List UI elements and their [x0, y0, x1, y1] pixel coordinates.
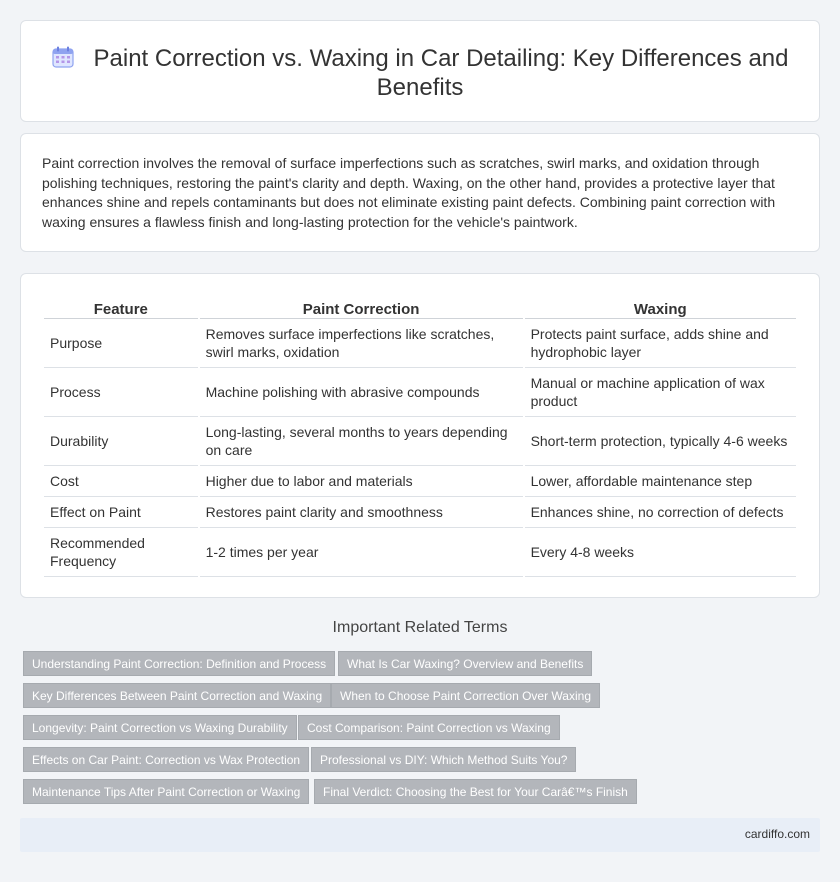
title-card [20, 20, 820, 122]
header-waxing: Waxing [525, 296, 796, 319]
table-cell: Protects paint surface, adds shine and hydrophobic layer [525, 319, 796, 368]
related-terms-heading: Important Related Terms [332, 619, 508, 636]
table-cell: Every 4-8 weeks [525, 528, 796, 577]
intro-card [20, 133, 820, 252]
page-title: Paint Correction vs. Waxing in Car Detailing: Key Differences and Benefits [93, 45, 789, 101]
table-cell: Manual or machine application of wax product [525, 368, 796, 417]
table-row [44, 466, 796, 497]
table-cell: Effect on Paint [44, 497, 198, 528]
table-cell: Higher due to labor and materials [200, 466, 523, 497]
table-header-row [44, 296, 796, 319]
footer [20, 818, 820, 852]
table-row [44, 368, 796, 417]
related-term-tag[interactable]: What Is Car Waxing? Overview and Benefits [338, 651, 592, 676]
intro-paragraph: Paint correction involves the removal of surface imperfections such as scratches, swirl marks, and oxidation through polishing techniques, restoring the paint's clarity and depth. Waxing, on the other hand, provides a protective layer that enhances shine and repels contaminants but does not eliminate existing paint defects. Combining paint correction with waxing ensures a flawless finish and long-lasting protection for the vehicle's paintwork. [42, 155, 776, 230]
related-term-tag[interactable]: Key Differences Between Paint Correction and Waxing [23, 683, 331, 708]
related-term-tag[interactable]: Maintenance Tips After Paint Correction or Waxing [23, 779, 309, 804]
related-term-tag[interactable]: Effects on Car Paint: Correction vs Wax Protection [23, 747, 309, 772]
footer-site-link[interactable]: cardiffo.com [744, 827, 810, 841]
table-cell: Purpose [44, 319, 198, 368]
comparison-table [42, 296, 798, 577]
table-cell: Durability [44, 417, 198, 466]
table-cell: Cost [44, 466, 198, 497]
table-row [44, 417, 796, 466]
table-cell: Long-lasting, several months to years depending on care [200, 417, 523, 466]
table-cell: Machine polishing with abrasive compounds [200, 368, 523, 417]
table-row [44, 319, 796, 368]
related-term-tag[interactable]: Understanding Paint Correction: Definition and Process [23, 651, 335, 676]
related-term-tag[interactable]: Cost Comparison: Paint Correction vs Waxing [298, 715, 560, 740]
calendar-icon [52, 46, 74, 68]
table-row [44, 497, 796, 528]
table-cell: Recommended Frequency [44, 528, 198, 577]
related-term-tag[interactable]: When to Choose Paint Correction Over Waxing [331, 683, 600, 708]
comparison-table-card [20, 273, 820, 598]
table-cell: 1-2 times per year [200, 528, 523, 577]
table-row [44, 528, 796, 577]
page-title-wrap [51, 44, 789, 102]
related-term-tag[interactable]: Professional vs DIY: Which Method Suits You? [311, 747, 576, 772]
header-feature: Feature [44, 296, 198, 319]
table-cell: Enhances shine, no correction of defects [525, 497, 796, 528]
table-cell: Short-term protection, typically 4-6 weeks [525, 417, 796, 466]
related-term-tag[interactable]: Final Verdict: Choosing the Best for Your Carâ€™s Finish [314, 779, 637, 804]
table-cell: Restores paint clarity and smoothness [200, 497, 523, 528]
related-term-tag[interactable]: Longevity: Paint Correction vs Waxing Durability [23, 715, 297, 740]
table-cell: Lower, affordable maintenance step [525, 466, 796, 497]
table-cell: Process [44, 368, 198, 417]
table-cell: Removes surface imperfections like scratches, swirl marks, oxidation [200, 319, 523, 368]
header-paint-correction: Paint Correction [200, 296, 523, 319]
